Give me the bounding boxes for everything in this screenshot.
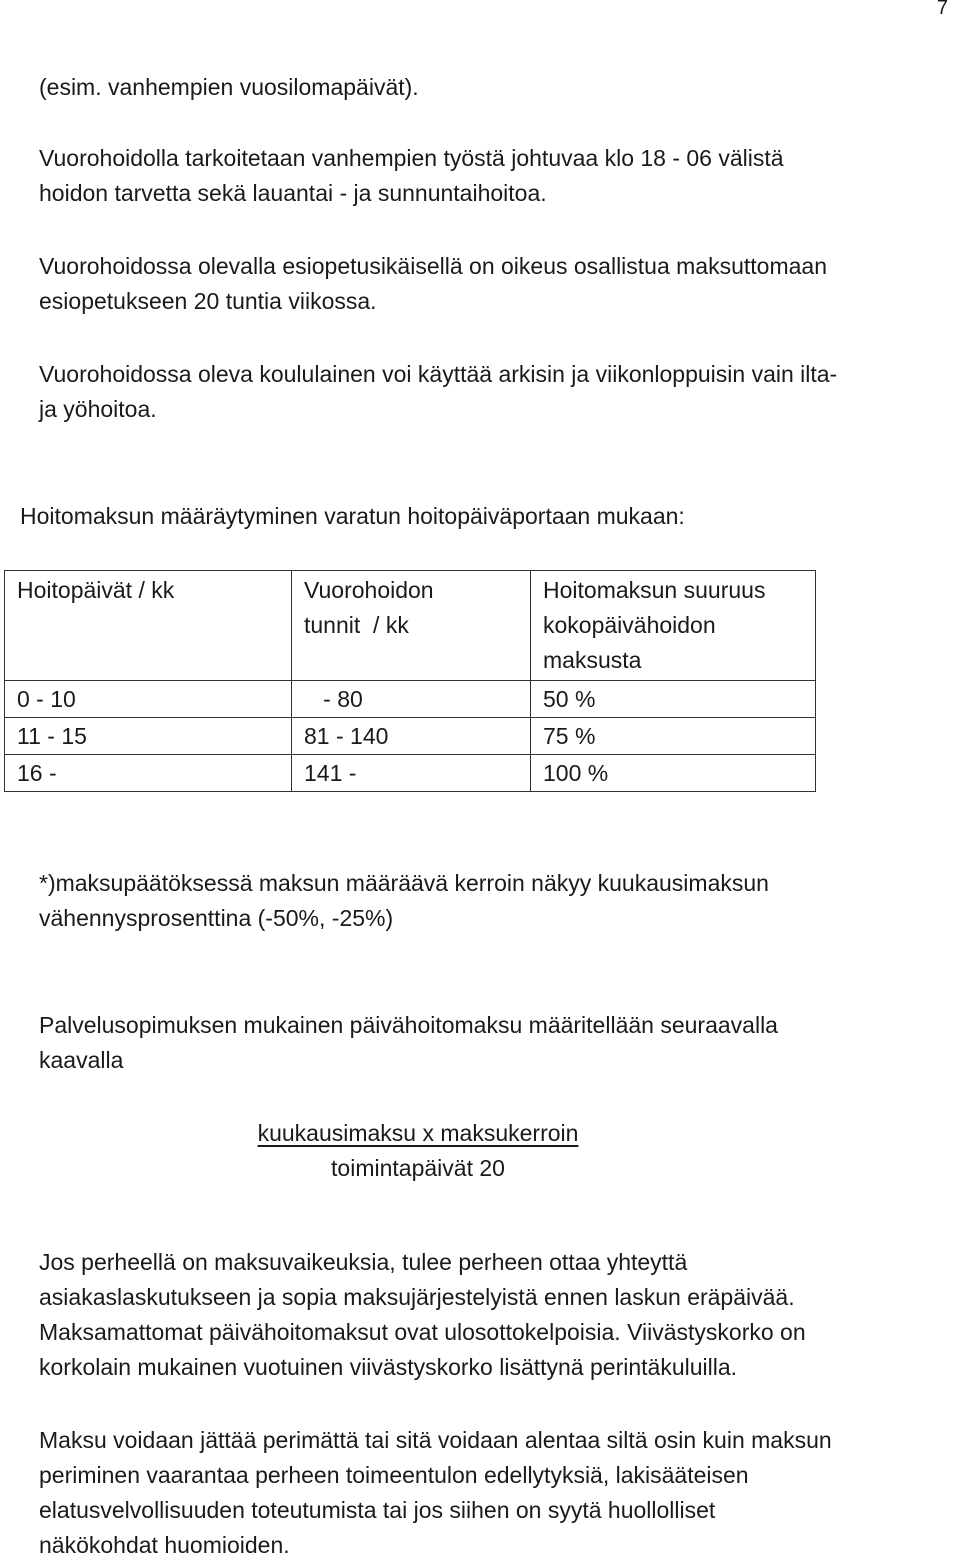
table-cell: 11 - 15 bbox=[5, 718, 292, 755]
table-row bbox=[5, 755, 816, 792]
text-line: hoidon tarvetta sekä lauantai - ja sunnuntaihoitoa. bbox=[39, 180, 547, 206]
text-line: Vuorohoidossa olevalla esiopetusikäisellä on oikeus osallistua maksuttomaan bbox=[39, 253, 827, 279]
table-cell: 16 - bbox=[5, 755, 292, 792]
paragraph-schoolchild bbox=[39, 357, 837, 427]
table-cell: 100 % bbox=[531, 755, 816, 792]
page-number: 7 bbox=[936, 0, 948, 19]
text-line: *)maksupäätöksessä maksun määräävä kerroin näkyy kuukausimaksun bbox=[39, 870, 769, 896]
table-row bbox=[5, 718, 816, 755]
text-line: vähennysprosenttina (-50%, -25%) bbox=[39, 905, 394, 931]
table-header-cell: Hoitopäivät / kk bbox=[5, 571, 292, 681]
text-line: Maksamattomat päivähoitomaksut ovat ulosottokelpoisia. Viivästyskorko on bbox=[39, 1319, 806, 1345]
text-line: ja yöhoitoa. bbox=[39, 396, 157, 422]
text-line: Vuorohoidossa oleva koululainen voi käyttää arkisin ja viikonloppuisin vain ilta- bbox=[39, 361, 838, 387]
table-cell: 0 - 10 bbox=[5, 681, 292, 718]
table-cell: 75 % bbox=[531, 718, 816, 755]
table-intro: Hoitomaksun määräytyminen varatun hoitopäiväportaan mukaan: bbox=[20, 503, 685, 529]
paragraph-preschool bbox=[39, 249, 827, 319]
table-cell: 141 - bbox=[292, 755, 531, 792]
fee-formula bbox=[0, 1116, 836, 1186]
table-row bbox=[5, 681, 816, 718]
paragraph-payment-difficulties bbox=[39, 1245, 806, 1385]
table-header-row bbox=[5, 571, 816, 681]
table-cell: - 80 bbox=[292, 681, 531, 718]
fee-table bbox=[4, 570, 816, 792]
text-line: periminen vaarantaa perheen toimeentulon edellytyksiä, lakisääteisen bbox=[39, 1462, 749, 1488]
text-line: esiopetukseen 20 tuntia viikossa. bbox=[39, 288, 377, 314]
table-header-cell: Vuorohoidon tunnit / kk bbox=[292, 571, 531, 681]
text-line: näkökohdat huomioiden. bbox=[39, 1532, 290, 1558]
footnote bbox=[39, 866, 769, 936]
formula-numerator: kuukausimaksu x maksukerroin bbox=[257, 1120, 579, 1146]
paragraph-continuation bbox=[39, 70, 419, 105]
formula-denominator: toimintapäivät 20 bbox=[331, 1155, 505, 1181]
paragraph-formula-intro bbox=[39, 1008, 778, 1078]
table-cell: 50 % bbox=[531, 681, 816, 718]
paragraph-shift-care-definition bbox=[39, 141, 784, 211]
text-line: kaavalla bbox=[39, 1047, 124, 1073]
text-line: Palvelusopimuksen mukainen päivähoitomaksu määritellään seuraavalla bbox=[39, 1012, 778, 1038]
text-line: (esim. vanhempien vuosilomapäivät). bbox=[39, 74, 419, 100]
table-cell: 81 - 140 bbox=[292, 718, 531, 755]
text-line: Maksu voidaan jättää perimättä tai sitä voidaan alentaa siltä osin kuin maksun bbox=[39, 1427, 832, 1453]
text-line: elatusvelvollisuuden toteutumista tai jos siihen on syytä huollolliset bbox=[39, 1497, 716, 1523]
text-line: asiakaslaskutukseen ja sopia maksujärjestelyistä ennen laskun eräpäivää. bbox=[39, 1284, 795, 1310]
paragraph-fee-waiver bbox=[39, 1423, 832, 1563]
text-line: Jos perheellä on maksuvaikeuksia, tulee perheen ottaa yhteyttä bbox=[39, 1249, 688, 1275]
table-header-cell: Hoitomaksun suuruus kokopäivähoidon maksusta bbox=[531, 571, 816, 681]
text-line: Vuorohoidolla tarkoitetaan vanhempien työstä johtuvaa klo 18 - 06 välistä bbox=[39, 145, 784, 171]
text-line: korkolain mukainen vuotuinen viivästyskorko lisättynä perintäkuluilla. bbox=[39, 1354, 738, 1380]
